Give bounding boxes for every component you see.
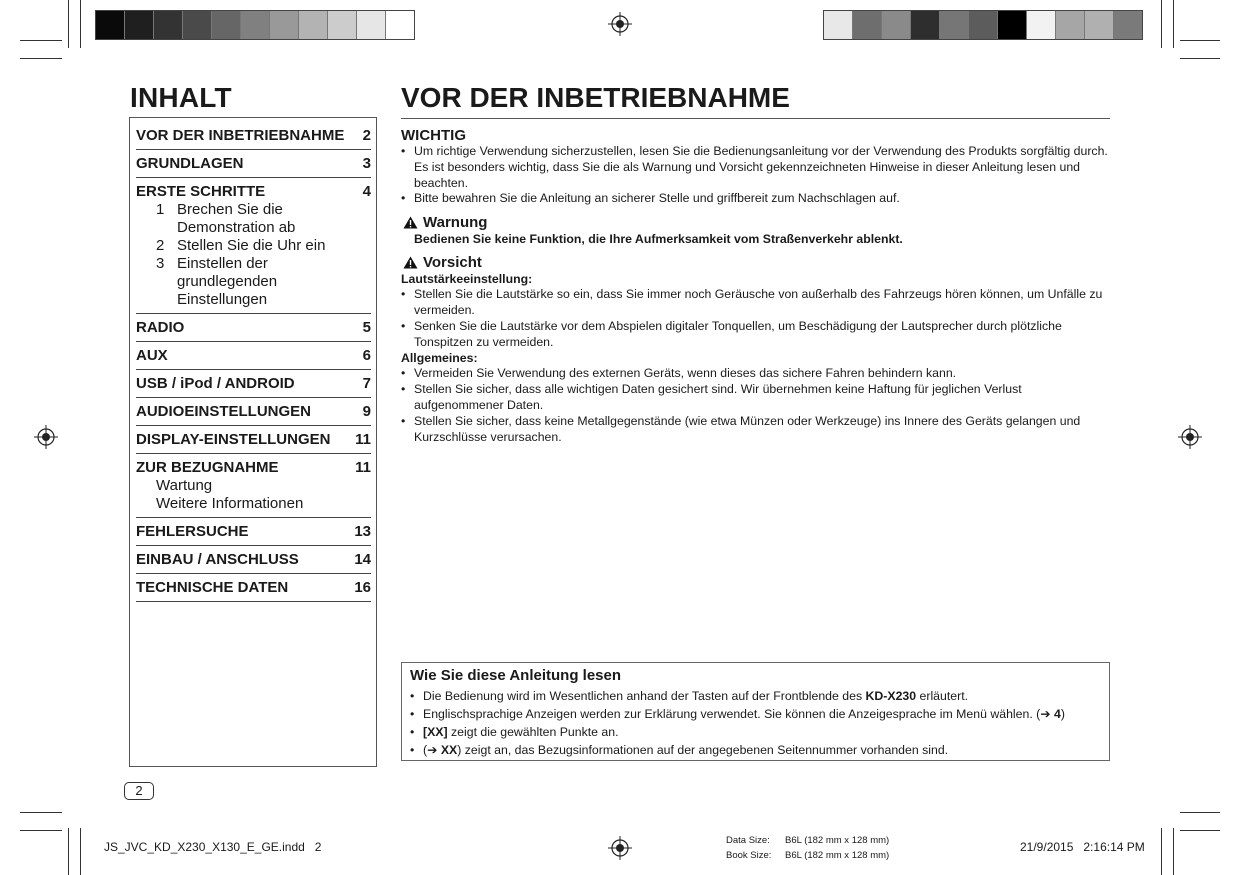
crop-mark	[20, 830, 62, 831]
toc-subentry-text: Brechen Sie die Demonstration ab	[177, 201, 296, 236]
main-content	[401, 127, 1110, 445]
allgemeines-list	[401, 366, 1110, 445]
color-swatch	[940, 11, 969, 39]
list-item: • Bitte bewahren Sie die Anleitung an sicherer Stelle und griffbereit zum Nachschlagen auf.	[401, 191, 1110, 207]
toc-entry-label: AUDIOEINSTELLUNGEN	[136, 403, 312, 420]
toc-entry[interactable]	[136, 314, 371, 342]
registration-mark-icon	[34, 425, 58, 449]
book-size-label: Book Size:	[726, 850, 772, 861]
toc-entry-label: DISPLAY-EINSTELLUNGEN	[136, 431, 331, 448]
color-swatch	[1085, 11, 1114, 39]
wichtig-heading: WICHTIG	[401, 127, 466, 144]
color-bar-right	[823, 10, 1143, 40]
list-item: • Englischsprachige Anzeigen werden zur Erklärung verwendet. Sie können die Anzeigesprache im Menü wählen. (➔ 4)	[410, 705, 1101, 723]
crop-mark	[1173, 0, 1174, 48]
toc-entry-page: 7	[362, 375, 371, 392]
toc-subentry-number: 3	[156, 255, 165, 272]
data-size-label: Data Size:	[726, 835, 770, 846]
warning-triangle-icon	[403, 216, 418, 229]
color-swatch	[125, 11, 154, 39]
toc-entry[interactable]	[136, 426, 371, 454]
warnung-label: Warnung	[423, 214, 488, 232]
toc-entry-page: 11	[355, 459, 371, 476]
crop-mark	[1161, 828, 1162, 875]
toc-subentry-text: Einstellen der grundlegenden Einstellungen	[177, 255, 278, 308]
toc-entry-label: GRUNDLAGEN	[136, 155, 244, 172]
crop-mark	[68, 828, 69, 875]
title-divider	[401, 118, 1110, 119]
color-swatch	[299, 11, 328, 39]
arrow-right-icon: ➔	[1040, 707, 1054, 721]
color-swatch	[154, 11, 183, 39]
warning-triangle-icon	[403, 256, 418, 269]
wichtig-list	[401, 144, 1110, 207]
toc-entry-label: RADIO	[136, 319, 185, 336]
toc-entry-label: ZUR BEZUGNAHME	[136, 459, 279, 476]
toc-entry-page: 4	[362, 183, 371, 200]
toc-entry-page: 14	[354, 551, 371, 568]
crop-mark	[68, 0, 69, 48]
toc-entry-page: 5	[362, 319, 371, 336]
toc-entry[interactable]	[136, 546, 371, 574]
lautstaerke-subheading: Lautstärkeeinstellung:	[401, 272, 533, 287]
color-bar-left	[95, 10, 415, 40]
toc-entry-page: 13	[354, 523, 371, 540]
toc-entry[interactable]	[136, 370, 371, 398]
toc-entry-label: ERSTE SCHRITTE	[136, 183, 266, 200]
list-item: • Stellen Sie sicher, dass alle wichtigen Daten gesichert sind. Wir übernehmen keine Haftung für jeglichen Verlust aufgenommener Daten.	[401, 382, 1110, 414]
toc-subentry[interactable]: Wartung	[156, 477, 213, 494]
color-swatch	[1027, 11, 1056, 39]
toc-entry-page: 6	[362, 347, 371, 364]
toc-entry-page: 9	[362, 403, 371, 420]
list-item: • Die Bedienung wird im Wesentlichen anhand der Tasten auf der Frontblende des KD-X230 erläutert.	[410, 687, 1101, 705]
list-item: • Stellen Sie sicher, dass keine Metallgegenstände (wie etwa Münzen oder Werkzeuge) ins Innere des Geräts gelangen und Kurzschlüsse verursachen.	[401, 414, 1110, 446]
color-swatch	[96, 11, 125, 39]
crop-mark	[1180, 58, 1220, 59]
toc-entry-label: USB / iPod / ANDROID	[136, 375, 295, 392]
toc-entry[interactable]	[136, 178, 371, 314]
toc-entry-page: 2	[362, 127, 371, 144]
color-swatch	[270, 11, 299, 39]
color-swatch	[1056, 11, 1085, 39]
list-item: • [XX] zeigt die gewählten Punkte an.	[410, 723, 1101, 741]
toc-subentry[interactable]	[136, 201, 371, 237]
how-to-read-box	[401, 662, 1110, 761]
toc-entry[interactable]	[136, 518, 371, 546]
toc-entry-page: 3	[362, 155, 371, 172]
list-item: • Vermeiden Sie Verwendung des externen Geräts, wenn dieses das sichere Fahren behindern kann.	[401, 366, 1110, 382]
lautstaerke-list	[401, 287, 1110, 350]
footer-filename: JS_JVC_KD_X230_X130_E_GE.indd 2	[104, 840, 322, 854]
color-swatch	[1114, 11, 1142, 39]
toc-entry-page: 11	[355, 431, 371, 448]
crop-mark	[1180, 40, 1220, 41]
toc-entry[interactable]	[136, 150, 371, 178]
toc-entry-label: VOR DER INBETRIEBNAHME	[136, 127, 345, 144]
list-item: • Stellen Sie die Lautstärke so ein, dass Sie immer noch Geräusche von außerhalb des Fahrzeugs hören können, um Unfälle zu vermeiden.	[401, 287, 1110, 319]
warnung-heading	[403, 214, 1110, 231]
crop-mark	[80, 0, 81, 48]
crop-mark	[20, 58, 62, 59]
toc-entry[interactable]	[136, 574, 371, 602]
color-swatch	[357, 11, 386, 39]
crop-mark	[1173, 828, 1174, 875]
color-swatch	[969, 11, 998, 39]
color-swatch	[241, 11, 270, 39]
page-number: 2	[124, 782, 154, 800]
toc-entry[interactable]	[136, 398, 371, 426]
color-swatch	[183, 11, 212, 39]
crop-mark	[1180, 812, 1220, 813]
toc-entry-label: FEHLERSUCHE	[136, 523, 249, 540]
toc-list	[136, 122, 371, 602]
color-swatch	[911, 11, 940, 39]
reference-code: XX	[440, 743, 458, 757]
model-name: KD-X230	[865, 689, 917, 703]
footer-sizes	[726, 833, 889, 863]
color-swatch	[882, 11, 911, 39]
crop-mark	[20, 40, 62, 41]
color-swatch	[998, 11, 1027, 39]
list-item: • Um richtige Verwendung sicherzustellen, lesen Sie die Bedienungsanleitung vor der Verwendung des Produkts sorgfältig durch. Es ist besonders wichtig, dass Sie die als Warnung und Vorsicht gekennzeichneten Hinweise in dieser Anleitung lesen und beachten.	[401, 144, 1110, 191]
book-size-value: B6L (182 mm x 128 mm)	[785, 850, 890, 861]
toc-subentry[interactable]: Weitere Informationen	[156, 495, 304, 512]
color-swatch	[824, 11, 853, 39]
color-swatch	[386, 11, 414, 39]
list-item: • Senken Sie die Lautstärke vor dem Abspielen digitaler Tonquellen, um Beschädigung der Lautsprecher durch plötzliche Tonspitzen zu vermeiden.	[401, 319, 1110, 351]
toc-entry-label: AUX	[136, 347, 168, 364]
registration-mark-icon	[608, 836, 632, 860]
vorsicht-label: Vorsicht	[423, 254, 482, 272]
toc-subentry-number: 1	[156, 201, 165, 218]
toc-subentry[interactable]	[136, 255, 371, 309]
list-item: • (➔ XX) zeigt an, das Bezugsinformationen auf der angegebenen Seitennummer vorhanden sind.	[410, 741, 1101, 759]
toc-entry-label: EINBAU / ANSCHLUSS	[136, 551, 299, 568]
registration-mark-icon	[1178, 425, 1202, 449]
how-to-read-heading: Wie Sie diese Anleitung lesen	[410, 667, 622, 684]
vorsicht-heading	[403, 254, 1110, 271]
how-to-read-list	[410, 687, 1101, 759]
toc-entry[interactable]	[136, 454, 371, 518]
warnung-text: Bedienen Sie keine Funktion, die Ihre Aufmerksamkeit vom Straßenverkehr ablenkt.	[414, 232, 903, 247]
allgemeines-subheading: Allgemeines:	[401, 351, 478, 366]
registration-mark-icon	[608, 12, 632, 36]
toc-entry[interactable]	[136, 342, 371, 370]
toc-subentry[interactable]	[136, 237, 371, 255]
toc-entry[interactable]	[136, 122, 371, 150]
page-title: VOR DER INBETRIEBNAHME	[401, 82, 790, 113]
color-swatch	[853, 11, 882, 39]
footer-timestamp: 21/9/2015 2:16:14 PM	[1020, 840, 1145, 854]
toc-entry-page: 16	[354, 579, 371, 596]
toc-subentry-text: Stellen Sie die Uhr ein	[177, 237, 326, 254]
color-swatch	[212, 11, 241, 39]
page-reference: 4	[1054, 707, 1061, 721]
toc-title: INHALT	[130, 82, 232, 113]
toc-entry-label: TECHNISCHE DATEN	[136, 579, 289, 596]
color-swatch	[328, 11, 357, 39]
crop-mark	[1180, 830, 1220, 831]
data-size-value: B6L (182 mm x 128 mm)	[785, 835, 890, 846]
crop-mark	[80, 828, 81, 875]
arrow-right-icon: ➔	[427, 743, 441, 757]
toc-subentry-number: 2	[156, 237, 165, 254]
crop-mark	[20, 812, 62, 813]
crop-mark	[1161, 0, 1162, 48]
table-of-contents	[129, 117, 377, 767]
item-code: [XX]	[423, 725, 448, 739]
